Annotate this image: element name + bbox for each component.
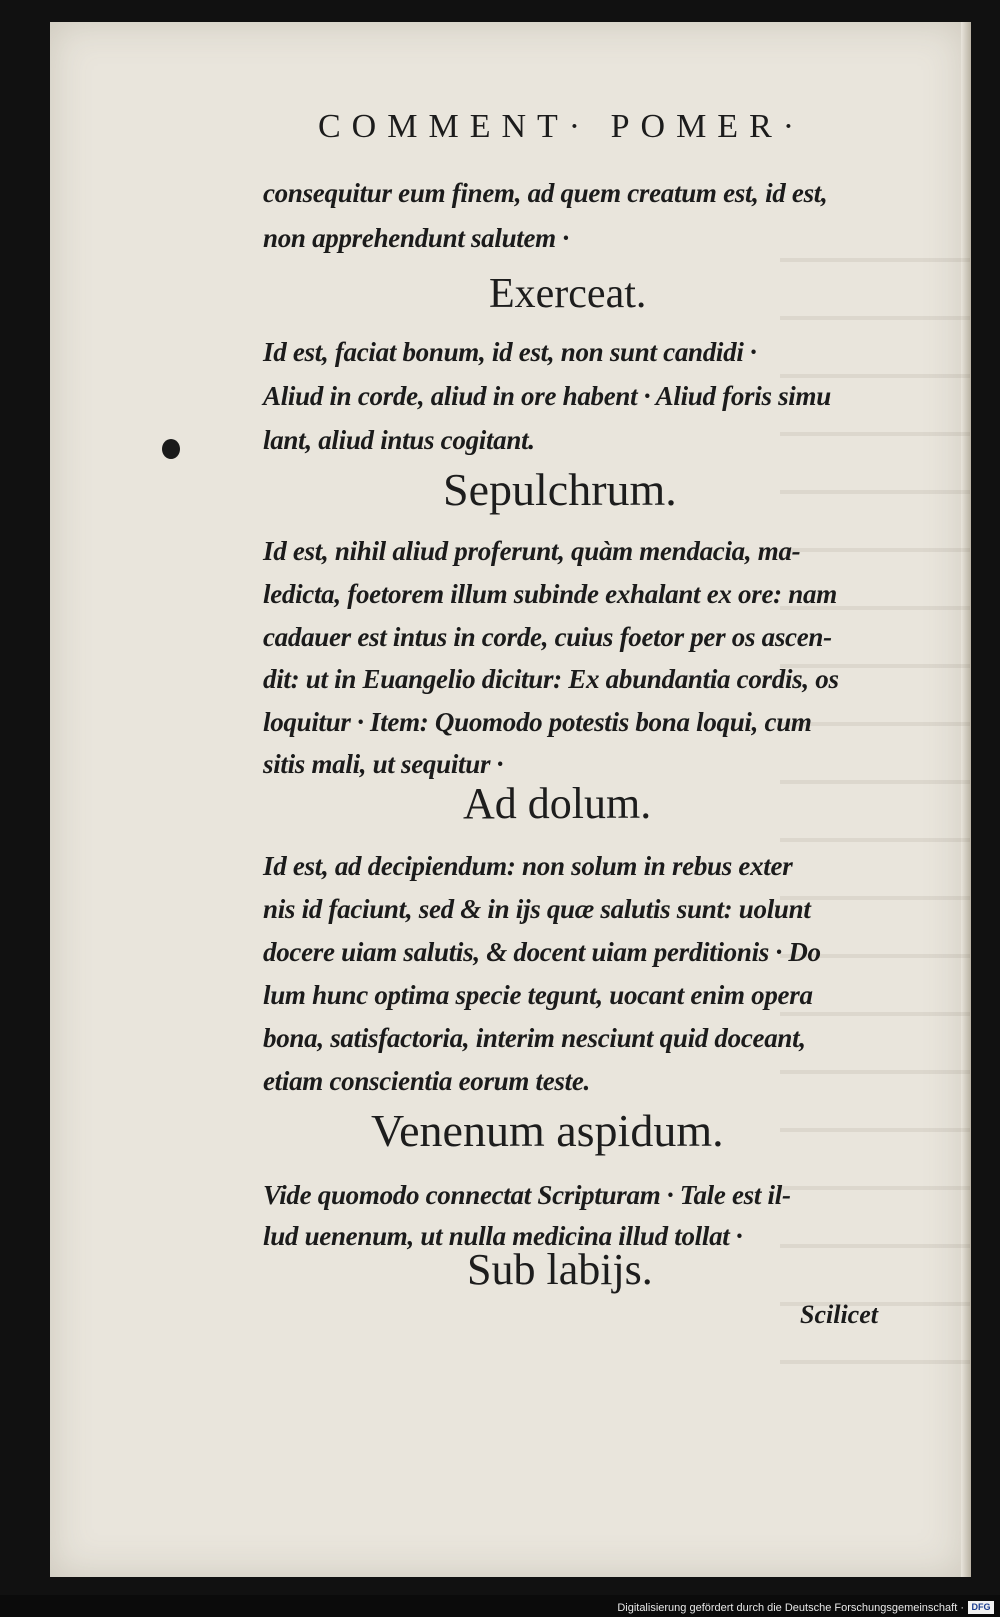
ink-dot-mark bbox=[162, 439, 180, 459]
section-heading: Sub labijs. bbox=[467, 1245, 653, 1294]
dfg-logo: DFG bbox=[968, 1601, 994, 1614]
text-line: lant, aliud intus cogitant. bbox=[263, 425, 535, 455]
text-line: Id est, nihil aliud proferunt, quàm mendacia, ma- bbox=[263, 536, 801, 566]
text-line: etiam conscientia eorum teste. bbox=[263, 1066, 590, 1096]
catchword: Scilicet bbox=[800, 1300, 878, 1329]
text-line: dit: ut in Euangelio dicitur: Ex abundantia cordis, os bbox=[263, 664, 839, 694]
text-line: cadauer est intus in corde, cuius foetor per os ascen- bbox=[263, 622, 832, 652]
text-line: lud uenenum, ut nulla medicina illud tollat · bbox=[263, 1221, 743, 1251]
text-line: non apprehendunt salutem · bbox=[263, 223, 569, 253]
section-heading: Ad dolum. bbox=[463, 779, 652, 828]
running-head: COMMENT· POMER· bbox=[318, 108, 806, 145]
text-line: nis id faciunt, sed & in ijs quæ salutis sunt: uolunt bbox=[263, 894, 811, 924]
footer-credit: Digitalisierung gefördert durch die Deutsche Forschungsgemeinschaft · bbox=[617, 1602, 964, 1614]
footer-bar bbox=[0, 1595, 1000, 1617]
text-line: sitis mali, ut sequitur · bbox=[263, 749, 504, 779]
text-line: Aliud in corde, aliud in ore habent · Aliud foris simu bbox=[263, 381, 831, 411]
section-heading: Sepulchrum. bbox=[443, 464, 677, 515]
text-line: Id est, ad decipiendum: non solum in rebus exter bbox=[263, 851, 793, 881]
text-line: ledicta, foetorem illum subinde exhalant ex ore: nam bbox=[263, 579, 837, 609]
text-line: docere uiam salutis, & docent uiam perditionis · Do bbox=[263, 937, 821, 967]
text-line: Vide quomodo connectat Scripturam · Tale est il- bbox=[263, 1180, 791, 1210]
text-line: Id est, faciat bonum, id est, non sunt candidi · bbox=[263, 337, 757, 367]
text-line: lum hunc optima specie tegunt, uocant enim opera bbox=[263, 980, 813, 1010]
text-line: consequitur eum finem, ad quem creatum est, id est, bbox=[263, 178, 828, 208]
section-heading: Venenum aspidum. bbox=[371, 1105, 724, 1156]
text-line: bona, satisfactoria, interim nesciunt quid doceant, bbox=[263, 1023, 806, 1053]
text-line: loquitur · Item: Quomodo potestis bona loqui, cum bbox=[263, 707, 812, 737]
section-heading: Exerceat. bbox=[489, 271, 647, 317]
